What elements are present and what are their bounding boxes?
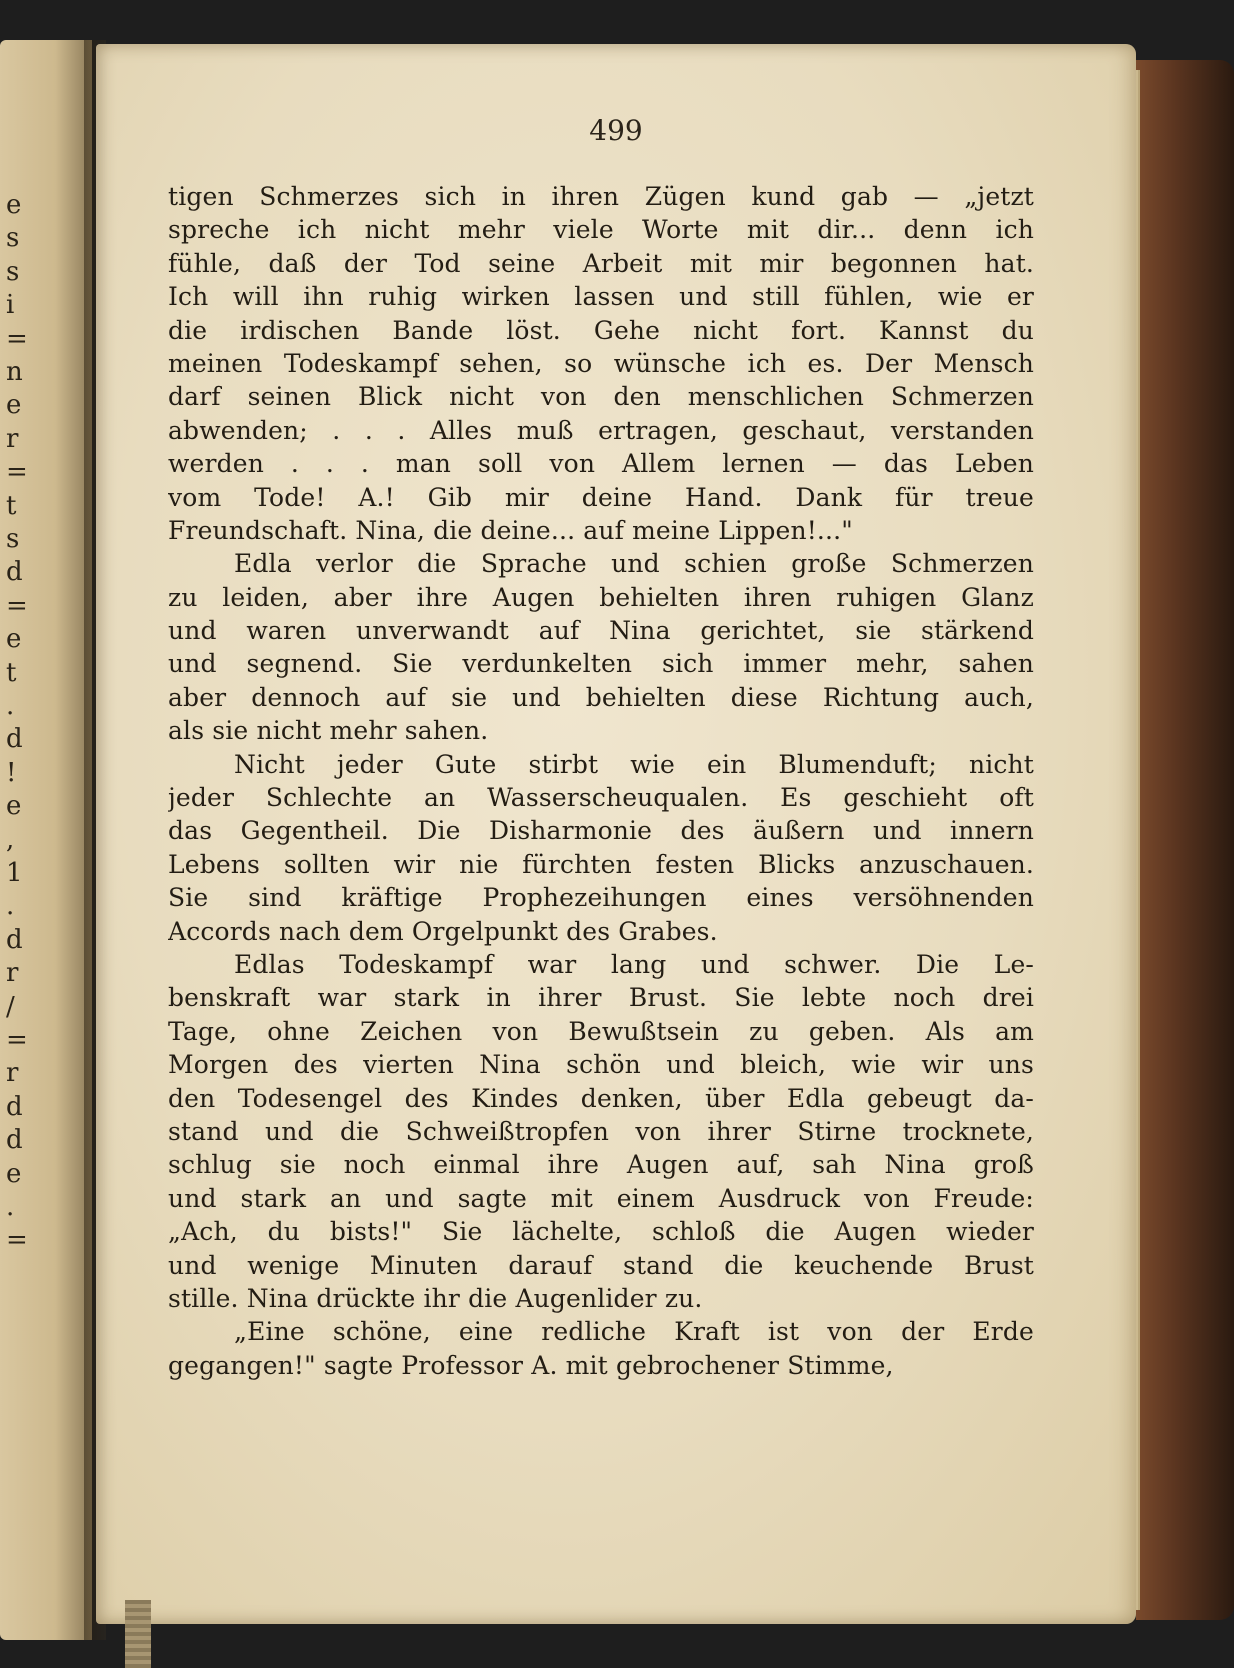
page-text (168, 180, 1034, 1382)
previous-page-letter: ! (6, 757, 17, 788)
text-line: fühle, daß der Tod seine Arbeit mit mir begonnen hat. (168, 248, 1034, 278)
paragraph (168, 948, 1034, 1315)
text-line: Morgen des vierten Nina schön und bleich, wie wir uns (168, 1050, 1034, 1080)
previous-page-letter: 1 (6, 858, 23, 888)
previous-page-letter: i (6, 290, 15, 321)
previous-page-letter: e (6, 791, 22, 822)
previous-page-letter: s (6, 223, 20, 254)
text-line: meinen Todeskampf sehen, so wünsche ich es. Der Mensch (168, 348, 1034, 378)
previous-page-letter: d (6, 1125, 23, 1156)
previous-page-letter: d (6, 1091, 23, 1122)
previous-page-letter: = (6, 1225, 28, 1256)
text-line: Edla verlor die Sprache und schien große Schmerzen (234, 549, 1034, 579)
text-line: spreche ich nicht mehr viele Worte mit dir... denn ich (168, 215, 1034, 245)
previous-page-letter: . (6, 1192, 15, 1222)
previous-page-letter: . (6, 891, 15, 922)
text-line: tigen Schmerzes sich in ihren Zügen kund gab — „jetzt (168, 182, 1034, 211)
text-line: als sie nicht mehr sahen. (168, 716, 489, 746)
previous-page-letter: r (6, 958, 19, 989)
text-line: Tage, ohne Zeichen von Bewußtsein zu geben. Als am (168, 1016, 1034, 1046)
previous-page-letter: e (6, 190, 22, 220)
text-line: zu leiden, aber ihre Augen behielten ihren ruhigen Glanz (168, 582, 1034, 612)
previous-page-letter: / (6, 991, 15, 1022)
paragraph (168, 547, 1034, 747)
text-line: stand und die Schweißtropfen von ihrer Stirne trocknete, (168, 1116, 1034, 1146)
text-line: vom Tode! A.! Gib mir deine Hand. Dank für treue (168, 482, 1034, 512)
text-line: stille. Nina drückte ihr die Augenlider zu. (168, 1283, 703, 1313)
text-line: und waren unverwandt auf Nina gerichtet, sie stärkend (168, 616, 1034, 646)
text-line: aber dennoch auf sie und behielten diese Richtung auch, (168, 682, 1034, 712)
previous-page-letter: = (6, 1025, 28, 1055)
text-line: Edlas Todeskampf war lang und schwer. Die Le- (234, 949, 1034, 979)
previous-page-letter: . (6, 691, 15, 721)
previous-page-letter: e (6, 1158, 22, 1189)
previous-page-letter: n (6, 357, 23, 387)
paragraph (168, 748, 1034, 948)
text-line: darf seinen Blick nicht von den menschlichen Schmerzen (168, 382, 1034, 412)
text-line: das Gegentheil. Die Disharmonie des äußern und innern (168, 816, 1034, 846)
previous-page-letter: s (6, 524, 20, 554)
text-line: Freundschaft. Nina, die deine... auf meine Lippen!..." (168, 515, 853, 545)
previous-page-letter: = (6, 457, 28, 488)
previous-page-letter: d (6, 557, 23, 588)
text-line: „Eine schöne, eine redliche Kraft ist von der Erde (234, 1317, 1034, 1347)
text-line: benskraft war stark in ihrer Brust. Sie lebte noch drei (168, 983, 1034, 1013)
paragraph (168, 1315, 1034, 1382)
text-line: Lebens sollten wir nie fürchten festen Blicks anzuschauen. (168, 849, 1034, 879)
text-line: Nicht jeder Gute stirbt wie ein Blumenduft; nicht (234, 749, 1034, 779)
page-number: 499 (589, 114, 643, 147)
text-line: schlug sie noch einmal ihre Augen auf, sah Nina groß (168, 1150, 1034, 1180)
previous-page-letter: r (6, 1058, 19, 1089)
previous-page-letter: t (6, 657, 17, 688)
bookmark-ribbon (125, 1600, 151, 1668)
previous-page-letter: e (6, 390, 22, 421)
text-line: und stark an und sagte mit einem Ausdruck von Freude: (168, 1183, 1034, 1213)
book-cover-edge (1136, 60, 1234, 1620)
text-line: und segnend. Sie verdunkelten sich immer mehr, sahen (168, 649, 1034, 679)
previous-page-letter: d (6, 924, 23, 955)
previous-page-letter: = (6, 590, 28, 621)
text-line: Accords nach dem Orgelpunkt des Grabes. (168, 916, 718, 946)
text-line: abwenden; . . . Alles muß ertragen, geschaut, verstanden (168, 415, 1034, 445)
previous-page-letter: e (6, 624, 22, 655)
text-line: Ich will ihn ruhig wirken lassen und still fühlen, wie er (168, 282, 1034, 312)
paragraph (168, 180, 1034, 547)
text-line: werden . . . man soll von Allem lernen — das Leben (168, 449, 1034, 479)
previous-page-letter: = (6, 323, 28, 354)
previous-page-letter: , (6, 824, 15, 855)
previous-page-letter: s (6, 256, 20, 287)
previous-page-edge (0, 40, 92, 1640)
text-line: den Todesengel des Kindes denken, über Edla gebeugt da- (168, 1083, 1034, 1113)
previous-page-letter: t (6, 490, 17, 521)
text-line: „Ach, du bists!" Sie lächelte, schloß die Augen wieder (168, 1217, 1034, 1247)
text-line: gegangen!" sagte Professor A. mit gebrochener Stimme, (168, 1350, 894, 1380)
book-page (96, 44, 1136, 1624)
text-line: Sie sind kräftige Prophezeihungen eines versöhnenden (168, 883, 1034, 913)
previous-page-letter: r (6, 423, 19, 454)
previous-page-letter: d (6, 724, 23, 755)
text-line: die irdischen Bande löst. Gehe nicht fort. Kannst du (168, 315, 1034, 345)
text-line: jeder Schlechte an Wasserscheuqualen. Es geschieht oft (168, 783, 1034, 813)
text-line: und wenige Minuten darauf stand die keuchende Brust (168, 1250, 1034, 1280)
